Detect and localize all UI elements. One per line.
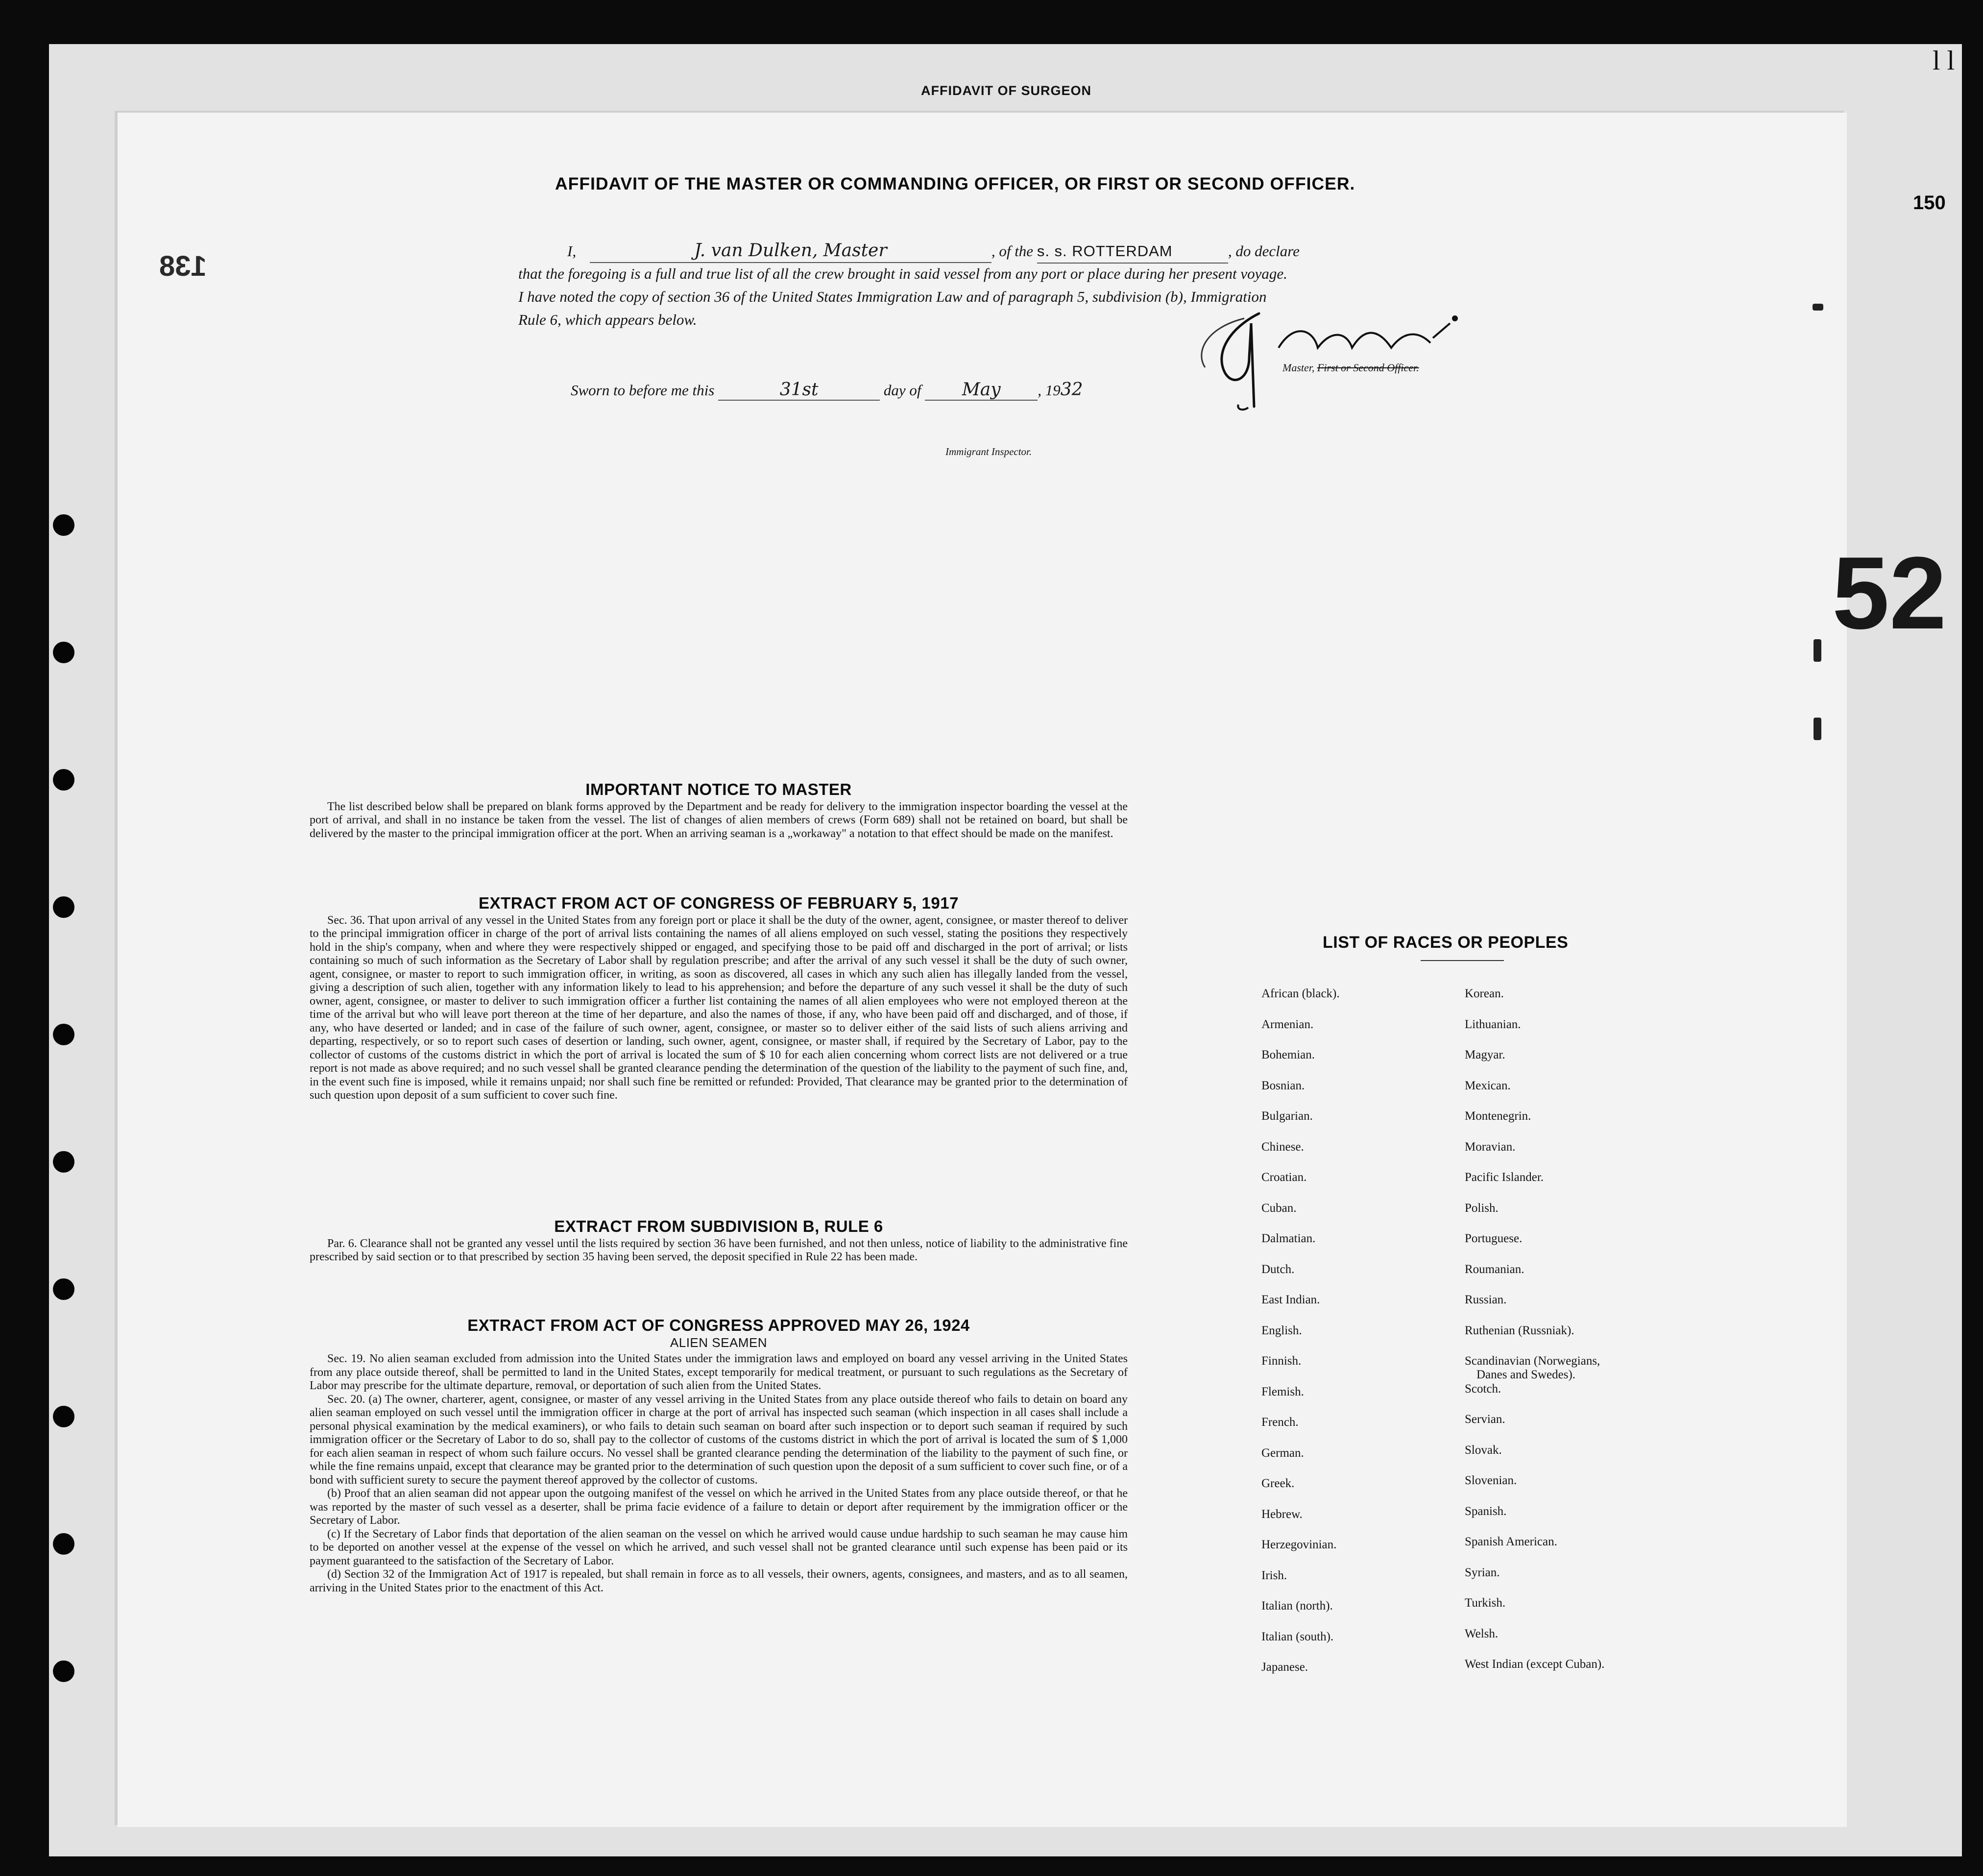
binder-hole: [53, 1278, 74, 1300]
race-item: Italian (north).: [1261, 1599, 1333, 1612]
race-item: Montenegrin.: [1465, 1109, 1531, 1123]
sec-19-text: Sec. 19. No alien seaman excluded from admission into the United States under the immigration laws and employed on board any vessel arriving in the United States from any place outside thereof, shall be permitted to land in the United States, except temporarily for medical treatment, or pursuant to such regulations as the Secretary of Labor may prescribe for the ultimate departure, removal, or deportation of such alien from the United States.: [310, 1352, 1128, 1392]
master-name-field: J. van Dulken, Master: [590, 239, 992, 263]
race-item: East Indian.: [1261, 1293, 1320, 1306]
race-item: Magyar.: [1465, 1048, 1505, 1061]
race-item: Spanish.: [1465, 1504, 1507, 1518]
race-item: Bohemian.: [1261, 1048, 1315, 1061]
sworn-month-field: May: [925, 380, 1038, 401]
binder-hole: [53, 514, 74, 536]
binder-hole: [53, 896, 74, 918]
declaration-line-3: I have noted the copy of section 36 of the United States Immigration Law and of paragraph 5, subdivision (b), Immigration: [518, 288, 1267, 305]
sec-20c-text: (c) If the Secretary of Labor finds that deportation of the alien seaman on the vessel on which he arrived would cause undue hardship to such seaman he may cause him to be deported on another vessel at the expense of the vessel on which he arrived, and such vessel shall not be granted clearance until such expense has been paid or its payment guaranteed to the satisfaction of the Secretary of Labor.: [310, 1527, 1128, 1567]
races-column-left: [1261, 987, 1448, 1691]
race-item: Slovenian.: [1465, 1474, 1517, 1487]
declaration-line-2: that the foregoing is a full and true list of all the crew brought in said vessel from any port or place during her present voyage.: [518, 265, 1287, 282]
declaration-line-4: Rule 6, which appears below.: [518, 311, 697, 328]
race-item: Hebrew.: [1261, 1507, 1303, 1521]
race-item: Bosnian.: [1261, 1079, 1305, 1092]
race-item: Dalmatian.: [1261, 1232, 1316, 1245]
race-item: Korean.: [1465, 987, 1504, 1000]
day-of-label: day of: [883, 382, 921, 399]
declaration-line-1: [518, 239, 1474, 262]
extract-1924-subtitle: ALIEN SEAMEN: [670, 1335, 768, 1350]
back-sheet-title: AFFIDAVIT OF SURGEON: [921, 83, 1091, 98]
race-item: West Indian (except Cuban).: [1465, 1658, 1605, 1671]
race-item: Pacific Islander.: [1465, 1171, 1544, 1184]
race-item: Turkish.: [1465, 1596, 1506, 1610]
ghost-mark: 52: [1832, 535, 1947, 650]
signature-caption-master: Master,: [1282, 361, 1315, 374]
race-item: Lithuanian.: [1465, 1017, 1521, 1031]
notice-text: The list described below shall be prepared on blank forms approved by the Department and be ready for delivery to the immigration inspector boarding the vessel at the port of arrival, and shall in no instance be taken from the vessel. The list of changes of alien members of crews (Form 689) shall not be retained on board, but shall be delivered by the master to the principal immigration officer at the port. When an arriving seaman is a „workaway" a notation to that effect should be made on the manifest.: [310, 800, 1128, 840]
ship-name-field: s. s. ROTTERDAM: [1037, 240, 1228, 264]
notice-section: [310, 780, 1128, 841]
race-item: Chinese.: [1261, 1140, 1304, 1154]
races-title: LIST OF RACES OR PEOPLES: [1323, 933, 1569, 952]
edge-mark: [1814, 718, 1821, 740]
races-column-right: [1465, 987, 1651, 1688]
extract-1917-section: [310, 896, 1128, 1103]
race-item: Finnish.: [1261, 1354, 1302, 1368]
race-item: Greek.: [1261, 1477, 1295, 1490]
sworn-label: Sworn to before me this: [571, 382, 715, 399]
edge-mark: [1813, 304, 1823, 311]
extract-rule6-section: [310, 1217, 1128, 1264]
race-item: Italian (south).: [1261, 1630, 1334, 1643]
binder-hole: [53, 1533, 74, 1555]
sworn-year-field: 32: [1060, 380, 1083, 400]
race-item: French.: [1261, 1416, 1299, 1429]
race-item: Syrian.: [1465, 1565, 1500, 1579]
race-item: Welsh.: [1465, 1627, 1499, 1640]
race-item: Irish.: [1261, 1568, 1287, 1582]
race-item: Russian.: [1465, 1293, 1507, 1306]
sec-20b-text: (b) Proof that an alien seaman did not appear upon the outgoing manifest of the vessel on which he arrived in the United States from any place outside thereof, or that he was reported by the master of such vessel as a deserter, shall be prima facie evidence of a failure to detain or deport after requirement by the immigration officer or the Secretary of Labor.: [310, 1487, 1128, 1527]
extract-1924-title: EXTRACT FROM ACT OF CONGRESS APPROVED MAY 26, 1924: [467, 1316, 970, 1334]
race-item: English.: [1261, 1323, 1302, 1337]
sec-20d-text: (d) Section 32 of the Immigration Act of 1917 is repealed, but shall remain in force as to all vessels, their owners, agents, consignees, and masters, and as to all seamen, arriving in the United States prior to the enactment of this Act.: [310, 1568, 1128, 1594]
race-item: Slovak.: [1465, 1443, 1502, 1457]
signature-caption: [1282, 361, 1419, 374]
race-item: German.: [1261, 1446, 1304, 1460]
extract-rule6-text: Par. 6. Clearance shall not be granted any vessel until the lists required by section 36 have been furnished, and not then unless, notice of liability to the administrative fine prescribed by said section or to that prescribed by section 35 having been served, the deposit specified in Rule 22 has been made.: [310, 1237, 1128, 1263]
notice-title: IMPORTANT NOTICE TO MASTER: [585, 780, 852, 798]
binder-hole: [53, 1151, 74, 1173]
do-declare-label: , do declare: [1228, 242, 1300, 260]
races-title-rule: [1421, 960, 1504, 961]
master-signature: [1185, 294, 1460, 421]
race-item: Moravian.: [1465, 1140, 1516, 1154]
edge-mark: [1814, 639, 1821, 662]
immigrant-inspector-label: Immigrant Inspector.: [945, 446, 1032, 457]
declaration-i: I,: [567, 242, 577, 260]
page-number: 150: [1913, 192, 1946, 214]
race-item: Herzegovinian.: [1261, 1538, 1337, 1551]
binder-hole: [53, 1406, 74, 1427]
race-item: Croatian.: [1261, 1171, 1307, 1184]
binder-hole: [53, 1660, 74, 1682]
race-item: Polish.: [1465, 1201, 1499, 1215]
sworn-line: [571, 380, 1083, 401]
year-prefix-label: , 19: [1038, 382, 1061, 399]
race-item: Roumanian.: [1465, 1262, 1524, 1276]
race-item: Portuguese.: [1465, 1232, 1523, 1245]
race-item: Dutch.: [1261, 1262, 1295, 1276]
binder-hole: [53, 769, 74, 791]
extract-1917-text: Sec. 36. That upon arrival of any vessel in the United States from any foreign port or place it shall be the duty of the owner, agent, consignee, or master thereof to deliver to the principal immigration officer in charge of the port of arrival lists containing the names of all aliens employed on such vessel, stating the positions they respectively hold in the ship's company, when and where they were respectively shipped or engaged, and specifying those to be paid off and discharged in the port of arrival; or lists containing so much of such information as the Secretary of Labor shall by regulation prescribe; and after the arrival of any such vessel it shall be the duty of such owner, agent, consignee, or master to report to such immigration officer, in writing, as soon as discovered, all cases in which any such alien has illegally landed from the vessel, giving a description of such alien, together with any information likely to lead to his apprehension; and before the departure of any such vessel it shall be the duty of such owner, agent, consignee, or master to deliver to such immigration officer a further list containing the names of all alien employees who were not employed thereon at the time of the arrival but who will leave port thereon at the time of her departure, and also the names of those, if any, who have been paid off and discharged, and of those, if any, who have deserted or landed; and in case of the failure of such owner, agent, consignee, or master so to deliver either of the said lists of such aliens arriving and departing, respectively, or so to report such cases of desertion or landing, such owner, agent, consignee, or master shall, if required by the Secretary of Labor, pay to the collector of customs of the customs district in which the port of arrival is located the sum of $ 10 for each alien concerning whom correct lists are not delivered or a true report is not made as above required; and no such vessel shall be granted clearance pending the determination of the question of the liability to the payment of such fine, and, in the event such fine is imposed, while it remains unpaid; nor shall such fine be remitted or refunded: Provided, That clearance may be granted prior to the determination of such question upon deposit of a sum sufficient to cover such fine.: [310, 914, 1128, 1102]
sworn-day-field: 31st: [718, 380, 880, 401]
race-item: Armenian.: [1261, 1017, 1314, 1031]
race-item: African (black).: [1261, 987, 1340, 1000]
race-item: Spanish American.: [1465, 1535, 1557, 1548]
race-item: Ruthenian (Russniak).: [1465, 1323, 1574, 1337]
race-item: Bulgarian.: [1261, 1109, 1313, 1123]
sec-20a-text: Sec. 20. (a) The owner, charterer, agent, consignee, or master of any vessel arriving in the United States from any place outside thereof who fails to detain on board any alien seaman employed on such vessel until the immigration officer in charge at the port of arrival has inspected such seaman (which inspection in all cases shall include a personal physical examination by the medical examiners), or who fails to detain such seaman on board after such inspection or to deport such seaman if required by such immigration officer or the Secretary of Labor to do so, shall pay to the collector of customs of the customs district in which the port of arrival is located the sum of $ 1,000 for each alien seaman in respect of whom such failure occurs. No vessel shall be granted clearance pending the determination of the liability to the payment of such fine, or while the fine remains unpaid, except that clearance may be granted prior to the determination of such question upon the deposit of a sum sufficient to cover such fine, or of a bond with sufficient surety to secure the payment thereof approved by the collector of customs.: [310, 1393, 1128, 1487]
corner-mark: l l: [1933, 46, 1955, 76]
binder-hole: [53, 642, 74, 663]
race-item: Flemish.: [1261, 1385, 1304, 1398]
affidavit-title: AFFIDAVIT OF THE MASTER OR COMMANDING OFFICER, OR FIRST OR SECOND OFFICER.: [555, 174, 1355, 193]
race-item: Mexican.: [1465, 1079, 1511, 1092]
signature-caption-struck: First or Second Officer.: [1317, 361, 1419, 374]
race-item: Japanese.: [1261, 1660, 1308, 1674]
race-item: Cuban.: [1261, 1201, 1297, 1215]
binder-hole: [53, 1024, 74, 1045]
extract-1917-title: EXTRACT FROM ACT OF CONGRESS OF FEBRUARY 5, 1917: [479, 894, 959, 912]
races-list: [1254, 933, 1646, 1674]
race-item: Scotch.: [1465, 1382, 1501, 1395]
race-item-scandinavian-line-2: Danes and Swedes).: [1476, 1368, 1576, 1381]
ghost-number: 138: [159, 250, 207, 282]
race-item-scandinavian-line-1: Scandinavian (Norwegians,: [1465, 1354, 1600, 1368]
race-item-scandinavian: [1465, 1354, 1651, 1385]
extract-rule6-title: EXTRACT FROM SUBDIVISION B, RULE 6: [554, 1217, 883, 1235]
of-the-label: , of the: [991, 242, 1034, 260]
extract-1924-section: [310, 1316, 1128, 1595]
race-item: Servian.: [1465, 1413, 1505, 1426]
